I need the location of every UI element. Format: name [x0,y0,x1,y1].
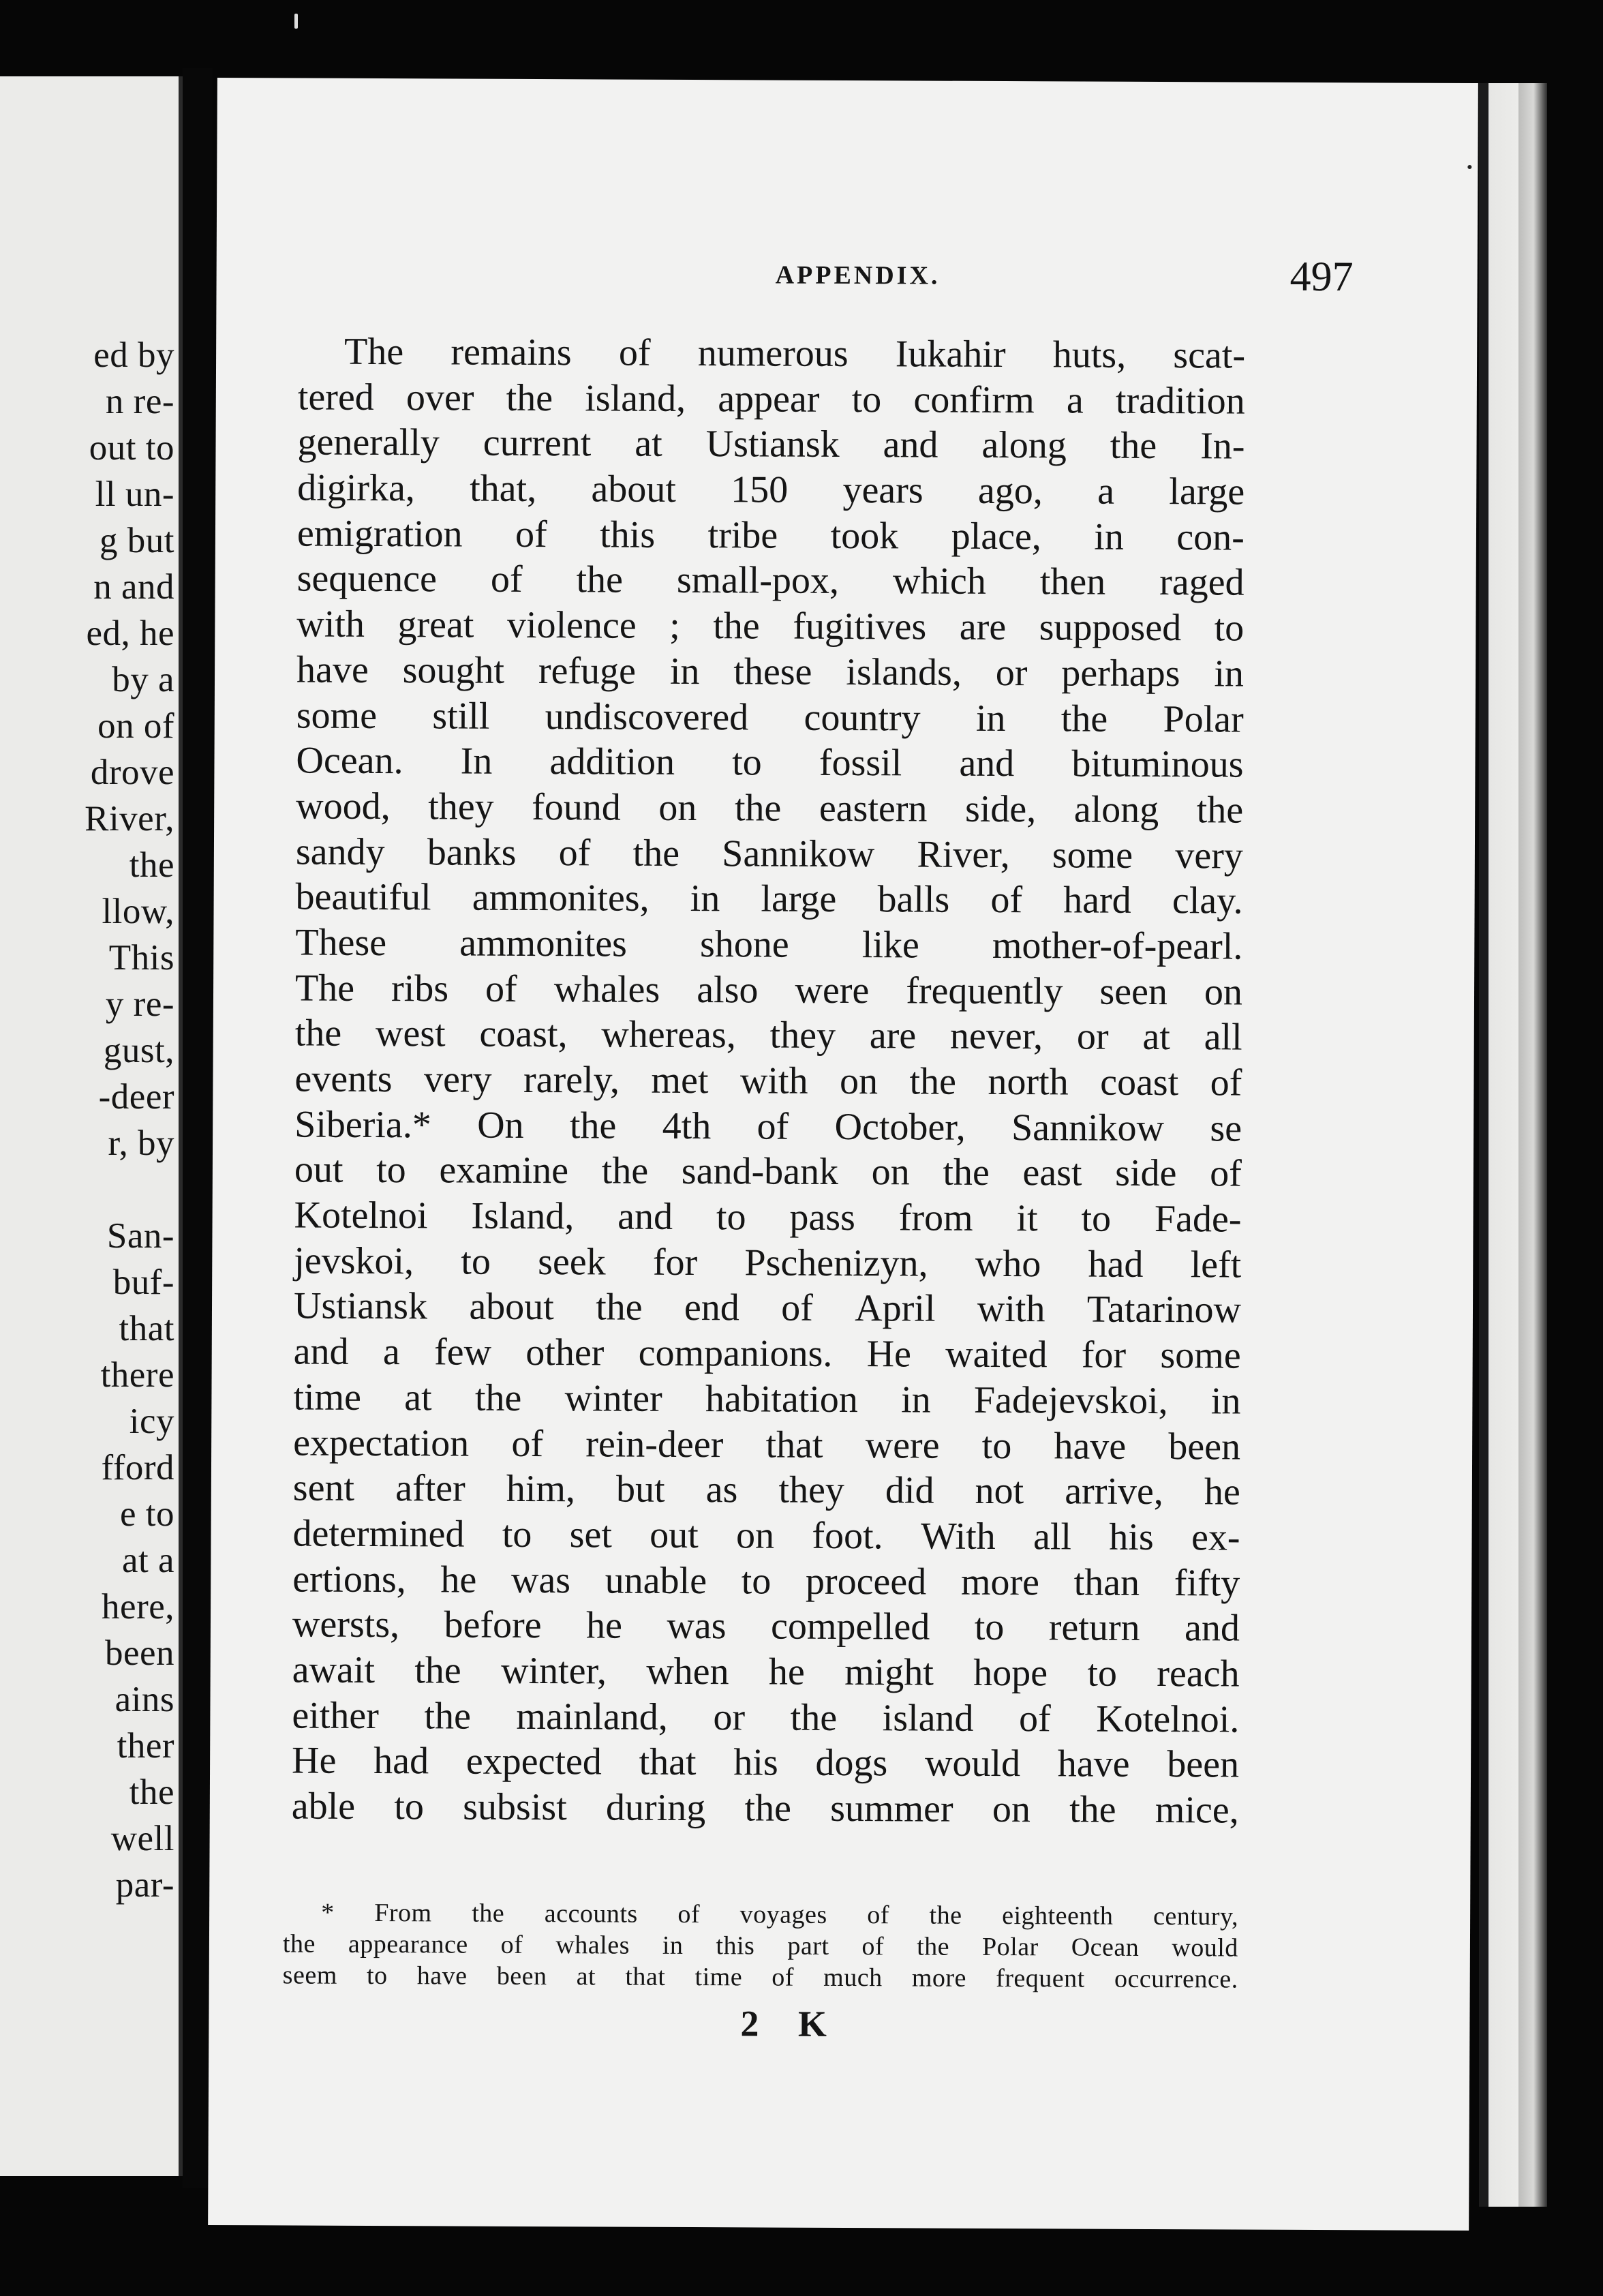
page-number: 497 [1289,253,1354,301]
left-page-line: par- [115,1865,174,1905]
left-page-line: well [110,1819,174,1858]
text-line: time at the winter habitation in Fadejevskoi, in [293,1376,1241,1423]
page-edge [1479,83,1547,2207]
text-line: with great violence ; the fugitives are supposed to [296,603,1245,650]
text-line: * From the accounts of voyages of the eighteenth century, [321,1898,1239,1931]
left-page-line: g but [100,521,174,560]
left-page-line: n and [93,567,174,607]
text-line: out to examine the sand-bank on the east side of [294,1148,1242,1195]
text-line: the west coast, whereas, they are never, or at all [294,1012,1242,1059]
left-page-line: ed by [93,335,174,375]
left-page-line: there [100,1355,174,1395]
left-page [0,76,183,2176]
footnote [283,1897,1239,1995]
text-line: beautiful ammonites, in large balls of hard clay. [295,875,1243,922]
left-page-text [0,332,174,1908]
text-line: sandy banks of the Sannikow River, some very [295,830,1243,877]
text-line: The remains of numerous Iukahir huts, scat- [344,330,1246,377]
left-page-line: on of [97,706,174,746]
text-line: and a few other companions. He waited for some [293,1330,1241,1377]
text-line: events very rarely, met with on the north coast of [294,1057,1242,1104]
left-page-line: y re- [105,984,174,1024]
paper-speck [1467,165,1471,169]
text-line: the appearance of whales in this part of the Polar Ocean would [282,1929,1238,1963]
text-line: ertions, he was unable to proceed more than fifty [292,1558,1240,1605]
left-page-line: llow, [102,892,174,931]
left-page-line: icy [129,1402,174,1441]
left-page-line: by a [112,660,174,699]
right-page [208,78,1478,2231]
left-page-line: ther [117,1726,174,1766]
text-line: These ammonites shone like mother-of-pearl. [295,921,1243,968]
text-line: The ribs of whales also were frequently seen on [294,967,1243,1014]
left-page-line: the [129,1772,174,1812]
left-page-line: -deer [98,1077,174,1117]
text-line: Ocean. In addition to fossil and bituminous [296,739,1244,786]
left-page-line [0,1166,174,1213]
left-page-line: e to [120,1494,174,1534]
left-page-line: buf- [112,1263,174,1302]
left-page-line: out to [89,428,174,468]
paper-speck [294,14,298,29]
book-gutter [183,68,213,2188]
text-line: sequence of the small-pox, which then raged [296,557,1245,604]
text-line: await the winter, when he might hope to reach [292,1648,1240,1695]
left-page-line: fford [101,1448,174,1487]
text-line: wood, they found on the eastern side, along the [296,785,1244,832]
text-line: sent after him, but as they did not arrive, he [292,1466,1240,1513]
left-page-line: ed, he [86,614,174,653]
left-page-line: the [129,845,174,885]
left-page-line: that [119,1309,174,1348]
text-line: generally current at Ustiansk and along the In- [297,421,1245,468]
left-page-line: ains [114,1680,174,1719]
text-line: wersts, before he was compelled to return and [292,1603,1240,1650]
text-line: determined to set out on foot. With all his ex- [292,1512,1240,1559]
left-page-line: at a [121,1541,174,1580]
text-line: able to subsist during the summer on the mice, [291,1785,1239,1832]
running-title: APPENDIX. [775,260,941,290]
left-page-line: San- [106,1216,174,1256]
running-head [311,249,1470,315]
text-line: digirka, that, about 150 years ago, a large [297,466,1245,513]
signature-mark: 2 K [740,2003,842,2045]
text-line: He had expected that his dogs would have been [291,1739,1240,1786]
text-line: seem to have been at that time of much more frequent occurrence. [282,1961,1238,1994]
text-line: jevskoi, to seek for Pschenizyn, who had left [294,1239,1242,1286]
text-line: Kotelnoi Island, and to pass from it to Fade- [294,1194,1242,1241]
left-page-line: gust, [103,1031,174,1070]
left-page-line: River, [85,799,174,839]
left-page-line: This [108,938,174,978]
text-line: either the mainland, or the island of Kotelnoi. [292,1694,1240,1741]
text-line: expectation of rein-deer that were to have been [293,1421,1241,1468]
text-line: have sought refuge in these islands, or perhaps in [296,648,1245,695]
left-page-line: been [104,1633,174,1673]
text-line: some still undiscovered country in the Polar [296,693,1244,741]
left-page-line: drove [90,753,174,792]
left-page-line: r, by [108,1123,174,1163]
text-line: Siberia.* On the 4th of October, Sannikow se [294,1103,1242,1150]
text-line: tered over the island, appear to confirm a tradition [297,376,1245,423]
text-line: emigration of this tribe took place, in con- [296,512,1245,559]
left-page-line: ll un- [95,474,174,514]
body-text [292,329,1246,1833]
text-line: Ustiansk about the end of April with Tatarinow [293,1284,1242,1331]
left-page-line: here, [102,1587,174,1627]
left-page-line: n re- [105,382,174,421]
